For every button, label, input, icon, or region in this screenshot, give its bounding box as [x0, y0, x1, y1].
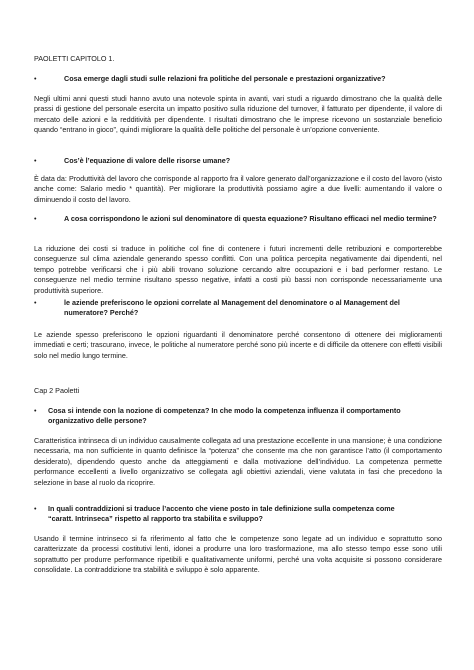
question-text: In quali contraddizioni si traduce l’accento che viene posto in tale definizione sulla competenza come “caratt. Intrinseca” rispetto al rapporto tra stabilita e sviluppo? [48, 504, 395, 524]
question-text: Cosa emerge dagli studi sulle relazioni fra politiche del personale e prestazioni organizzative? [64, 74, 386, 83]
question-2 [34, 156, 442, 166]
bullet: • [34, 214, 37, 223]
bullet: • [34, 74, 37, 83]
question-5 [34, 406, 404, 427]
question-text: Cosa si intende con la nozione di competenza? In che modo la competenza influenza il comportamento organizzativo delle persone? [48, 406, 401, 426]
section-title-2: Cap 2 Paoletti [34, 386, 80, 395]
bullet: • [34, 406, 37, 415]
question-text: A cosa corrispondono le azioni sul denominatore di questa equazione? Risultano efficaci nel medio termine? [64, 214, 437, 223]
question-1 [34, 74, 442, 84]
answer-2: È data da: Produttività del lavoro che corrisponde al rapporto fra il valore generato dall’organizzazione e il costo del lavoro (visto anche come: Salario medio * quantità). Per migliorare la produttività possiamo agire a due livelli: aumentando il valore o diminuendo il costo del lavoro. [34, 174, 442, 204]
answer-4: Le aziende spesso preferiscono le opzioni riguardanti il denominatore perché consentono di ottenere dei miglioramenti immediati e certi; trascurano, invece, le politiche al numeratore perché sono più incerte e di difficile da ottenere con effetti visibili solo nel medio lungo termine. [34, 330, 442, 360]
question-3 [34, 214, 442, 224]
bullet: • [34, 156, 37, 165]
answer-3: La riduzione dei costi si traduce in politiche col fine di contenere i futuri incrementi delle retribuzioni e comporterebbe conseguenze sul clima aziendale generando spesso conflitti. Con una politica percepita negativamente dai dipendenti, nel tempo potrebbe verificarsi che i più abili trovano soluzione cercando altre occupazioni e i bad performer restano. Le conseguenze nel medio termine risultano spesso negative, infatti a costi più bassi non corrisponde necessariamente una produttività superiore. [34, 244, 442, 295]
bullet: • [34, 504, 37, 513]
question-text: Cos’è l’equazione di valore delle risorse umane? [64, 156, 231, 165]
section-title-1: PAOLETTI CAPITOLO 1. [34, 54, 115, 63]
answer-5: Caratteristica intrinseca di un individuo causalmente collegata ad una prestazione eccellente in una mansione; è una condizione necessaria, ma non sufficiente in quanto definisce la “potenza” che consente ma che non garantisce l’atto (il comportamento desiderato), dipendendo questo anche da atteggiamenti e dalla motivazione dell’individuo. La competenza permette performance eccellenti a livello organizzativo se collegata agli obiettivi aziendali, viene valutata in fasi che precedono la selezione in base al ruolo da ricoprire. [34, 436, 442, 487]
bullet: • [34, 298, 37, 307]
question-4 [34, 298, 442, 319]
answer-6: Usando il termine intrinseco si fa riferimento al fatto che le competenze sono legate ad un individuo e soprattutto sono caratterizzate da processi costitutivi lenti, idonei a produrre una loro trasformazione, ma allo stesso tempo esse sono utili soprattutto per produrre performance ripetibili e qualitativamente uniformi, perché una volta acquisite si possono considerare consolidate. La contraddizione tra stabilità e sviluppo è solo apparente. [34, 534, 442, 575]
answer-1: Negli ultimi anni questi studi hanno avuto una notevole spinta in avanti, vari studi a riguardo dimostrano che la qualità delle prassi di gestione del personale esercita un impatto positivo sulla riduzione del turnover, il fatturato per dipendente, il valore di mercato delle azioni e la redditività per dipendente. I risultati dimostrano che le imprese ricevono un sostanziale beneficio quando “entrano in gioco”, quindi migliorare la qualità delle politiche del personale è un’opzione conveniente. [34, 94, 442, 135]
question-text: le aziende preferiscono le opzioni correlate al Management del denominatore o al Management del numeratore? Perché? [64, 298, 400, 318]
question-6 [34, 504, 404, 525]
